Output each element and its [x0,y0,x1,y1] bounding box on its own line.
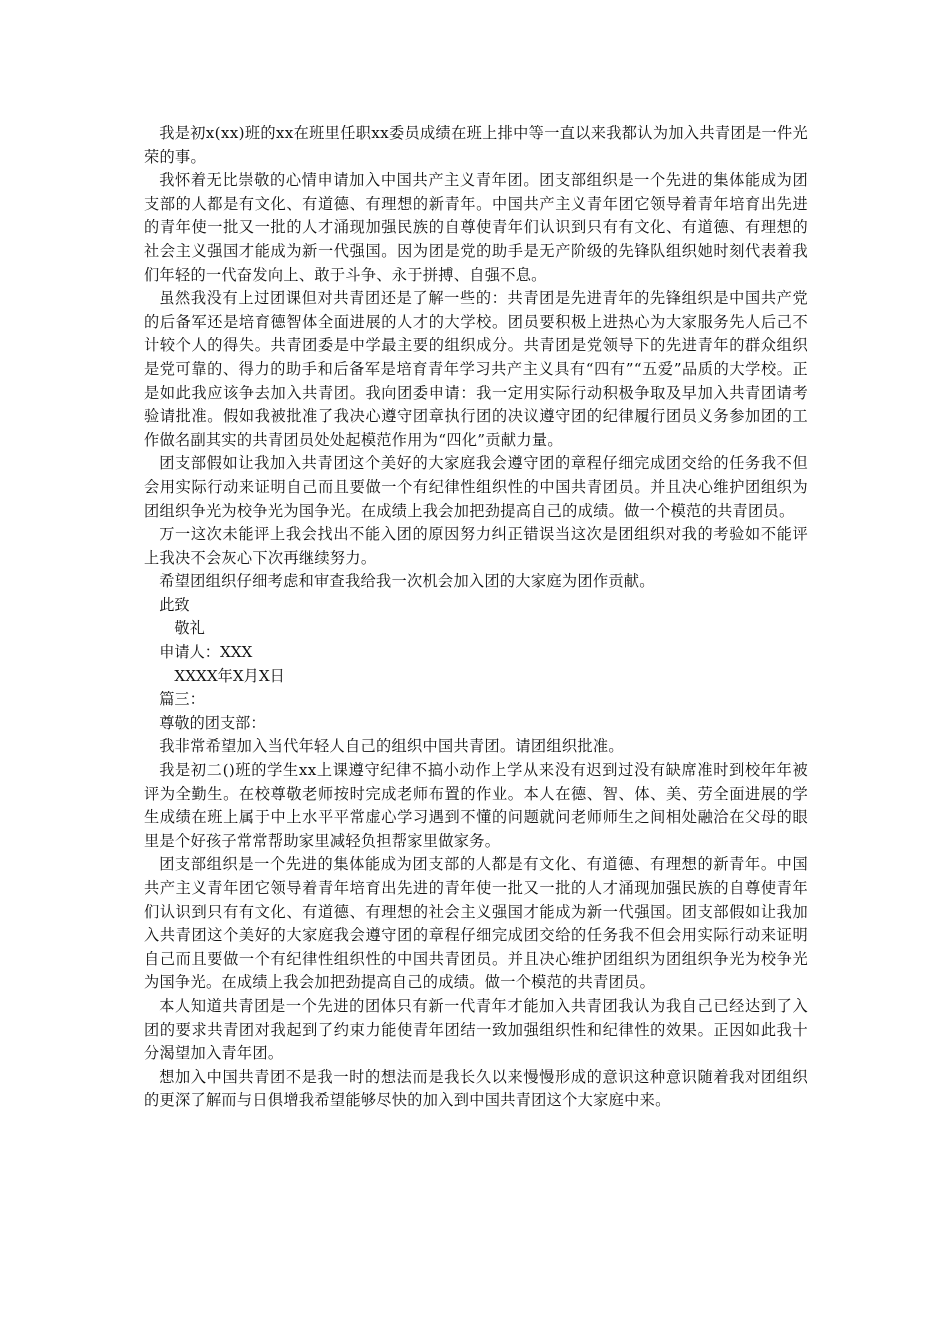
salutation: 尊敬的团支部： [159,713,266,732]
paragraph: 我是初x(xx)班的xx在班里任职xx委员成绩在班上排中等一直以来我都认为加入共青团是一件光荣的事。 [144,124,808,166]
closing-jingli: 敬礼 [174,619,205,638]
application-date: XXXX年X月X日 [174,666,285,685]
paragraph: 团支部组织是一个先进的集体能成为团支部的人都是有文化、有道德、有理想的新青年。中国共产主义青年团它领导着青年培育出先进的青年使一批又一批的人才涌现加强民族的自尊使青年们认识到只有有文化、有道德、有理想的社会主义强国才能成为新一代强国。团支部假如让我加入共青团这个美好的大家庭我会遵守团的章程仔细完成团交给的任务我不但会用实际行动来证明自己而且要做一个有纪律性组织性的中国共青团员。并且决心维护团组织为团组织争光为校争光为国争光。在成绩上我会加把劲提高自己的成绩。做一个模范的共青团员。 [144,855,808,992]
paragraph: 想加入中国共青团不是我一时的想法而是我长久以来慢慢形成的意识这种意识随着我对团组织的更深了解而与日俱增我希望能够尽快的加入到中国共青团这个大家庭中来。 [144,1067,808,1110]
paragraph: 希望团组织仔细考虑和审查我给我一次机会加入团的大家庭为团作贡献。 [159,572,655,591]
paragraph: 团支部假如让我加入共青团这个美好的大家庭我会遵守团的章程仔细完成团交给的任务我不但会用实际行动来证明自己而且要做一个有纪律性组织性的中国共青团员。并且决心维护团组织为团组织争光为校争光为国争光。在成绩上我会加把劲提高自己的成绩。做一个模范的共青团员。 [144,454,808,520]
paragraph: 我是初二()班的学生xx上课遵守纪律不搞小动作上学从来没有迟到过没有缺席准时到校年年被评为全勤生。在校尊敬老师按时完成老师布置的作业。本人在德、智、体、美、劳全面进展的学生成绩在班上属于中上水平平常虚心学习遇到不懂的问题就问老师师生之间相处融洽在父母的眼里是个好孩子常常帮助家里减轻负担帮家里做家务。 [144,761,808,850]
section-heading: 篇三： [159,690,205,709]
paragraph: 本人知道共青团是一个先进的团体只有新一代青年才能加入共青团我认为我自己已经达到了入团的要求共青团对我起到了约束力能使青年团结一致加强组织性和纪律性的效果。正因如此我十分渴望加入青年团。 [144,996,808,1063]
document-body [144,122,808,1113]
paragraph: 我怀着无比崇敬的心情申请加入中国共产主义青年团。团支部组织是一个先进的集体能成为团支部的人都是有文化、有道德、有理想的新青年。中国共产主义青年团它领导着青年培育出先进的青年使一批又一批的人才涌现加强民族的自尊使青年们认识到只有有文化、有道德、有理想的社会主义强国才能成为新一代强国。因为团是党的助手是无产阶级的先锋队组织她时刻代表着我们年轻的一代奋发向上、敢于斗争、永于拼搏、自强不息。 [144,171,808,284]
paragraph: 我非常希望加入当代年轻人自己的组织中国共青团。请团组织批准。 [159,737,624,756]
closing-cizhi: 此致 [159,595,190,614]
paragraph: 万一这次未能评上我会找出不能入团的原因努力纠正错误当这次是团组织对我的考验如不能评上我决不会灰心下次再继续努力。 [144,525,808,567]
paragraph: 虽然我没有上过团课但对共青团还是了解一些的：共青团是先进青年的先锋组织是中国共产党的后备军还是培育德智体全面进展的人才的大学校。团员要积极上进热心为大家服务先人后己不计较个人的得失。共青团委是中学最主要的组织成分。共青团是党领导下的先进青年的群众组织是党可靠的、得力的助手和后备军是培育青年学习共产主义具有“四有”“五爱”品质的大学校。正是如此我应该争去加入共青团。我向团委申请：我一定用实际行动积极争取及早加入共青团请考验请批准。假如我被批准了我决心遵守团章执行团的决议遵守团的纪律履行团员义务参加团的工作做名副其实的共青团员处处起模范作用为“四化”贡献力量。 [144,289,808,449]
applicant-signature: 申请人：XXX [159,643,253,662]
